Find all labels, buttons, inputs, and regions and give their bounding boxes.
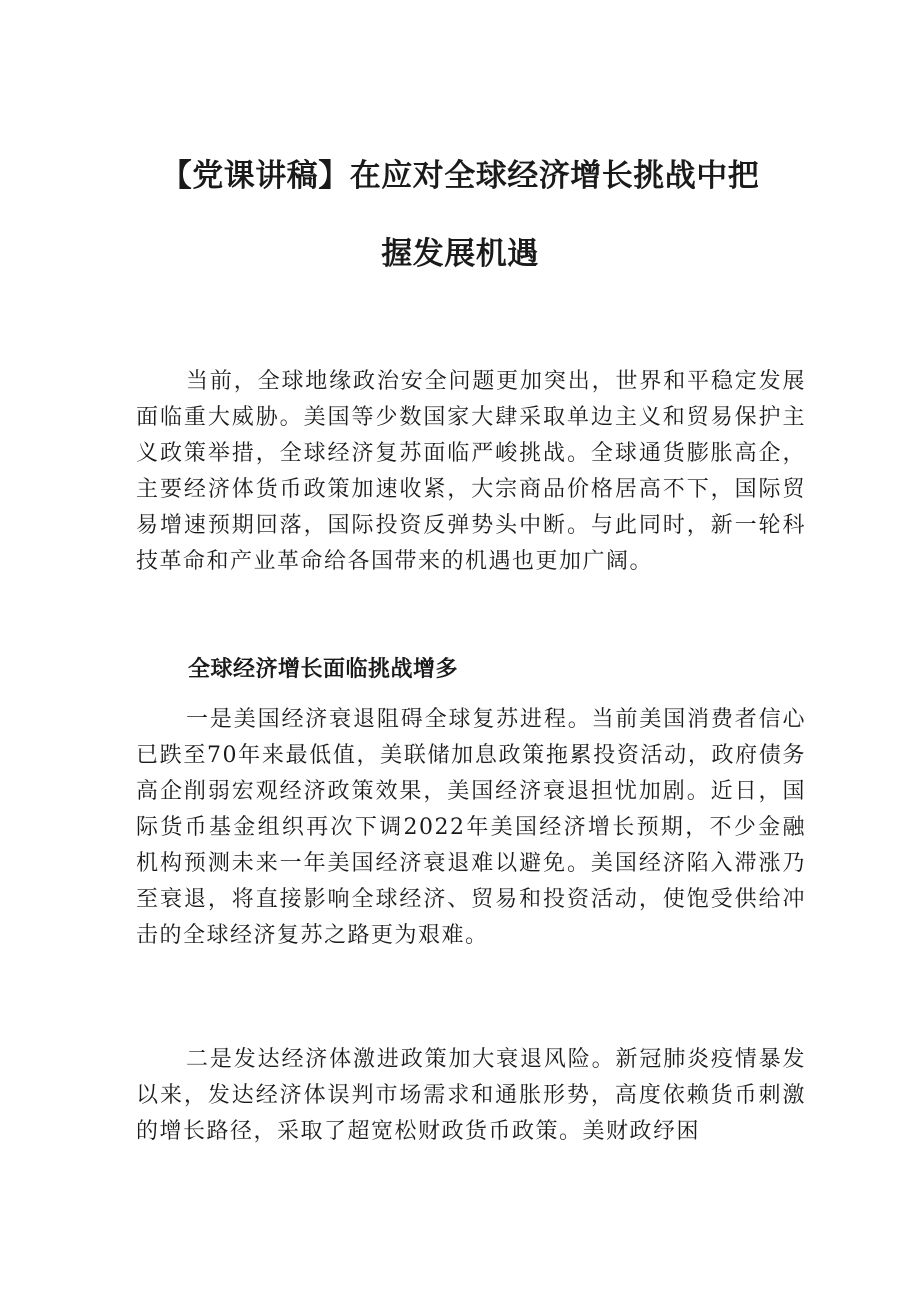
- section-heading: 全球经济增长面临挑战增多: [188, 657, 459, 682]
- paragraph-intro: 当前，全球地缘政治安全问题更加突出，世界和平稳定发展面临重大威胁。美国等少数国家大肆采取单边主义和贸易保护主义政策举措，全球经济复苏面临严峻挑战。全球通货膨胀高企，主要经济体货币政策加速收紧，大宗商品价格居高不下，国际贸易增速预期回落，国际投资反弹势头中断。与此同时，新一轮科技革命和产业革命给各国带来的机遇也更加广阔。: [136, 369, 806, 574]
- paragraph-point-one: 一是美国经济衰退阻碍全球复苏进程。当前美国消费者信心已跌至70年来最低值，美联储加息政策拖累投资活动，政府债务高企削弱宏观经济政策效果，美国经济衰退担忧加剧。近日，国际货币基金组织再次下调2022年美国经济增长预期，不少金融机构预测未来一年美国经济衰退难以避免。美国经济陷入滞涨乃至衰退，将直接影响全球经济、贸易和投资活动，使饱受供给冲击的全球经济复苏之路更为艰难。: [136, 707, 806, 948]
- document-title-line-2: 握发展机遇: [381, 236, 539, 272]
- document-title-line-1: 【党课讲稿】在应对全球经济增长挑战中把: [160, 158, 760, 194]
- paragraph-point-two: 二是发达经济体激进政策加大衰退风险。新冠肺炎疫情暴发以来，发达经济体误判市场需求和通胀形势，高度依赖货币刺激的增长路径，采取了超宽松财政货币政策。美财政纾困: [136, 1047, 806, 1144]
